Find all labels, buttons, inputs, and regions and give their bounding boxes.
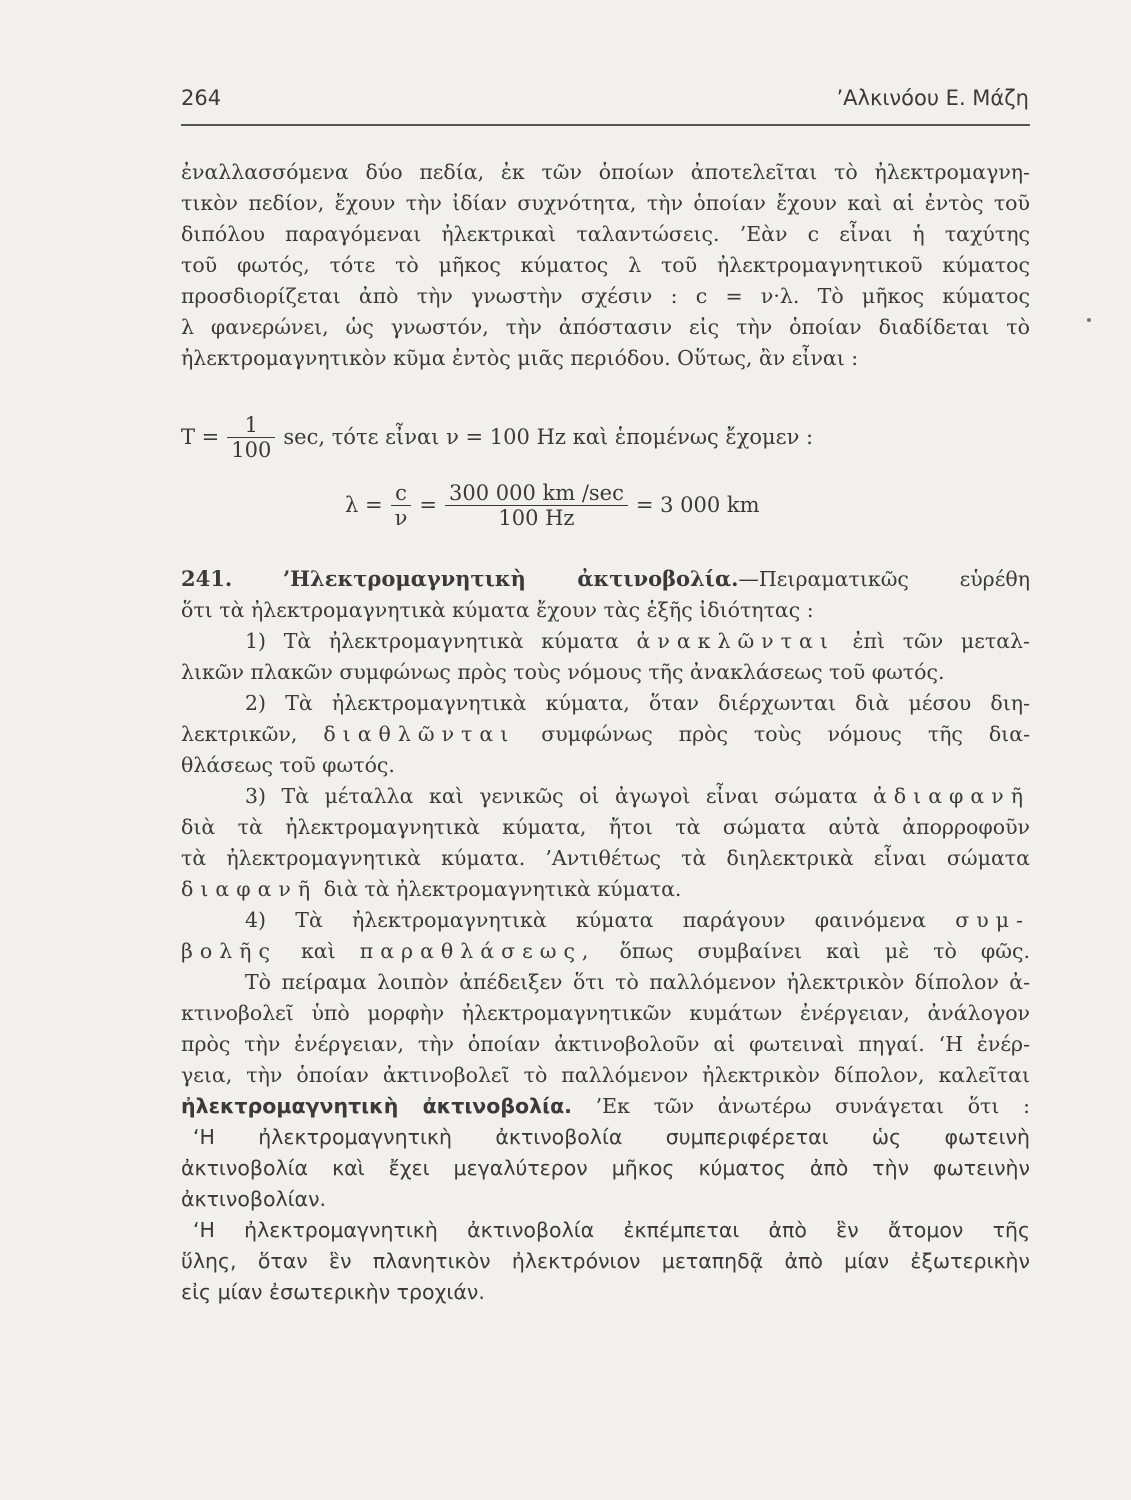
spaced-term: συμ-	[955, 908, 1030, 932]
summary-line: ἀκτινοβολίαν.	[181, 1187, 327, 1211]
section-241	[181, 563, 1030, 1308]
eq1-rest: sec, τότε εἶναι ν = 100 Hz καὶ ἑπομένως ἔχομεν :	[283, 425, 814, 449]
property-1-line	[181, 626, 1030, 657]
equation-wavelength	[345, 470, 865, 540]
text-line	[181, 874, 1030, 905]
text-span: 4) Τὰ ἠλεκτρομαγνητικὰ κύματα παράγουν φαινόμενα	[245, 908, 927, 932]
eq2-denominator-2: 100 Hz	[445, 505, 628, 530]
text-span: λεκτρικῶν,	[181, 722, 298, 746]
text-line: τὰ ἠλεκτρομαγνητικὰ κύματα. ’Αντιθέτως τὰ διηλεκτρικὰ εἶναι σώματα	[181, 846, 1030, 870]
text-span: ὅπως συμβαίνει καὶ μὲ τὸ φῶς.	[619, 939, 1030, 963]
text-line: προσδιορίζεται ἀπὸ τὴν γνωστὴν σχέσιν : c = ν·λ. Τὸ μῆκος κύματος	[181, 284, 1030, 308]
property-3-line	[181, 781, 1030, 812]
spaced-term: βολῆς	[181, 939, 277, 963]
property-4-line	[181, 905, 1030, 936]
eq2-equals: =	[419, 493, 437, 517]
equation-period	[181, 402, 1030, 472]
summary-line: ‘Η ἠλεκτρομαγνητικὴ ἀκτινοβολία ἐκπέμπεται ἀπὸ ἓν ἄτομον τῆς	[193, 1218, 1030, 1242]
text-line: γεια, τὴν ὁποίαν ἀκτινοβολεῖ τὸ παλλόμενον ἠλεκτρικὸν δίπολον, καλεῖται	[181, 1063, 1030, 1087]
section-heading-line	[181, 563, 1030, 595]
text-line: ὅτι τὰ ἠλεκτρομαγνητικὰ κύματα ἔχουν τὰς ἑξῆς ἰδιότητας :	[181, 598, 814, 622]
summary-line: ἀκτινοβολία καὶ ἔχει μεγαλύτερον μῆκος κύματος ἀπὸ τὴν φωτεινὴν	[181, 1156, 1030, 1180]
text-line: διπόλου παραγόμεναι ἠλεκτρικαὶ ταλαντώσεις. ’Εὰν c εἶναι ἡ ταχύτης	[181, 222, 1030, 246]
bold-term: ἠλεκτρομαγνητικὴ ἀκτινοβολία.	[181, 1094, 572, 1118]
conclusion-line: Τὸ πείραμα λοιπὸν ἀπέδειξεν ὅτι τὸ παλλόμενον ἠλεκτρικὸν δίπολον ἀ-	[245, 970, 1030, 994]
property-2-line: 2) Τὰ ἠλεκτρομαγνητικὰ κύματα, ὅταν διέρχωνται διὰ μέσου διη-	[245, 691, 1030, 715]
text-line: πρὸς τὴν ἐνέργειαν, τὴν ὁποίαν ἀκτινοβολοῦν αἱ φωτειναὶ πηγαί. ‘Η ἐνέρ-	[181, 1032, 1030, 1056]
text-line	[181, 1091, 1030, 1122]
text-span: 3) Τὰ μέταλλα καὶ γενικῶς οἱ ἀγωγοὶ εἶναι σώματα	[245, 784, 858, 808]
spaced-term: ἀνακλῶνται	[636, 629, 835, 653]
page-header	[181, 86, 1029, 122]
summary-line: εἰς μίαν ἐσωτερικὴν τροχιάν.	[181, 1280, 485, 1304]
text-line: ἐναλλασσόμενα δύο πεδία, ἐκ τῶν ὁποίων ἀποτελεῖται τὸ ἠλεκτρομαγνη-	[181, 160, 1030, 184]
text-line: κτινοβολεῖ ὑπὸ μορφὴν ἠλεκτρομαγνητικῶν κυμάτων ἐνέργειαν, ἀνάλογον	[181, 1001, 1030, 1025]
text-span: ἐπὶ τῶν μεταλ-	[852, 629, 1030, 653]
text-span: 1) Τὰ ἠλεκτρομαγνητικὰ κύματα	[245, 629, 619, 653]
summary-block	[181, 1122, 1030, 1308]
margin-speck	[1087, 318, 1091, 322]
text-line: διὰ τὰ ἠλεκτρομαγνητικὰ κύματα, ἤτοι τὰ σώματα αὐτὰ ἀπορροφοῦν	[181, 815, 1030, 839]
eq2-denominator-1: ν	[391, 505, 412, 530]
eq2-lhs: λ =	[345, 493, 383, 517]
eq1-fraction	[227, 413, 275, 462]
header-rule	[181, 124, 1030, 126]
text-span: ’Εκ τῶν ἀνωτέρω συνάγεται ὅτι :	[595, 1094, 1030, 1118]
text-span: καὶ	[300, 939, 336, 963]
spaced-term: ἀδιαφανῆ	[872, 784, 1030, 808]
text-span: διὰ τὰ ἠλεκτρομαγνητικὰ κύματα.	[323, 877, 682, 901]
text-line	[181, 936, 1030, 967]
text-line: λικῶν πλακῶν συμφώνως πρὸς τοὺς νόμους τῆς ἀνακλάσεως τοῦ φωτός.	[181, 660, 945, 684]
eq2-fraction-2	[445, 481, 628, 530]
summary-line: ‘Η ἠλεκτρομαγνητικὴ ἀκτινοβολία συμπεριφέρεται ὡς φωτεινὴ	[193, 1125, 1030, 1149]
eq2-result: = 3 000 km	[635, 493, 760, 517]
text-span: συμφώνως πρὸς τοὺς νόμους τῆς δια-	[541, 722, 1030, 746]
section-number: 241.	[181, 566, 233, 591]
section-title: ’Ηλεκτρομαγνητικὴ ἀκτινοβολία.	[282, 566, 739, 591]
eq1-lhs: T =	[181, 425, 220, 449]
eq1-numerator: 1	[244, 412, 259, 437]
page-number: 264	[181, 86, 222, 110]
eq1-denominator: 100	[227, 437, 275, 462]
spaced-term: διαθλῶνται	[323, 722, 516, 746]
eq2-numerator-1: c	[395, 480, 407, 505]
text-line: τικὸν πεδίον, ἔχουν τὴν ἰδίαν συχνότητα, τὴν ὁποίαν ἔχουν καὶ αἱ ἐντὸς τοῦ	[181, 191, 1030, 215]
spaced-term: διαφανῆ	[181, 877, 318, 901]
spaced-term: παραθλάσεως,	[359, 939, 596, 963]
running-head: ’Αλκινόου Ε. Μάζη	[836, 86, 1029, 110]
text-line: ἠλεκτρομαγνητικὸν κῦμα ἐντὸς μιᾶς περιόδου. Οὕτως, ἂν εἶναι :	[181, 346, 859, 370]
intro-paragraph	[181, 157, 1030, 374]
text-line: λ φανερώνει, ὡς γνωστόν, τὴν ἀπόστασιν εἰς τὴν ὁποίαν διαδίδεται τὸ	[181, 315, 1030, 339]
eq2-fraction-1	[391, 481, 412, 530]
text-line: θλάσεως τοῦ φωτός.	[181, 753, 395, 777]
section-intro: —Πειραματικῶς εὑρέθη	[738, 567, 1030, 591]
summary-line: ὕλης, ὅταν ἓν πλανητικὸν ἠλεκτρόνιον μεταπηδᾷ ἀπὸ μίαν ἐξωτερικὴν	[181, 1249, 1030, 1273]
text-line	[181, 719, 1030, 750]
eq2-numerator-2: 300 000 km /sec	[448, 480, 624, 505]
text-line: τοῦ φωτός, τότε τὸ μῆκος κύματος λ τοῦ ἠλεκτρομαγνητικοῦ κύματος	[181, 253, 1030, 277]
